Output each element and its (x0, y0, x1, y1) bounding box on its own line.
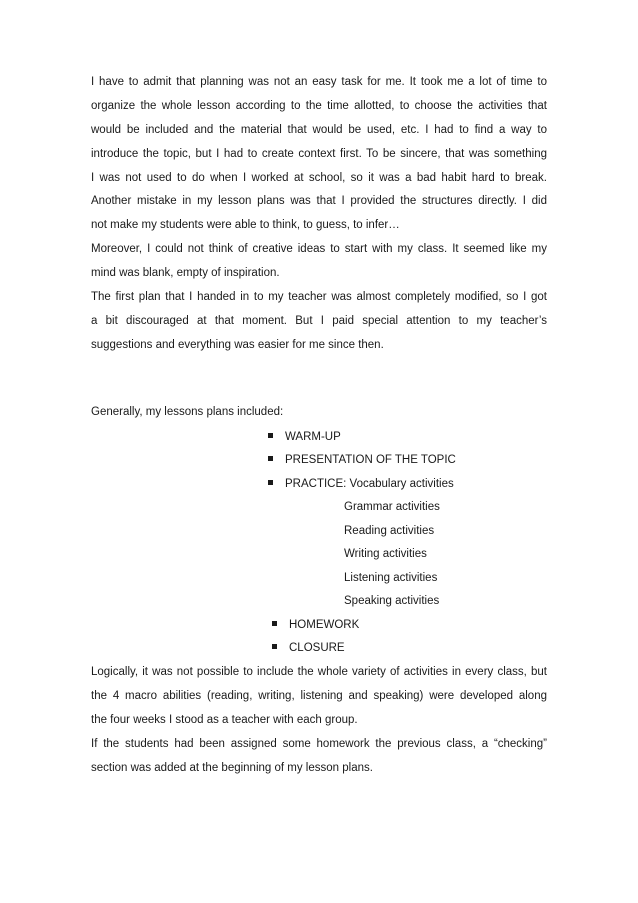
practice-sub-item: Grammar activities (344, 501, 440, 513)
square-bullet-icon (272, 621, 277, 626)
text-line: would be included and the material that would be used, etc. I had to find a way to (91, 123, 547, 136)
square-bullet-icon (268, 456, 273, 461)
text-line: a bit discouraged at that moment. But I paid special attention to my teacher’s (91, 314, 547, 327)
text-line: The first plan that I handed in to my teacher was almost completely modified, so I got (91, 291, 547, 304)
plans-intro (91, 401, 547, 425)
square-bullet-icon (272, 644, 277, 649)
practice-sub-item: Listening activities (344, 572, 438, 584)
practice-sub-item: Writing activities (344, 548, 427, 560)
text-line: organize the whole lesson according to the time allotted, to choose the activities that (91, 99, 547, 112)
list-item-closure (272, 637, 345, 660)
text-line: I have to admit that planning was not an easy task for me. It took me a lot of time to (91, 76, 547, 88)
list-item-label: PRESENTATION OF THE TOPIC (285, 454, 456, 466)
text-line: Another mistake in my lesson plans was that I provided the structures directly. I did (91, 195, 547, 208)
square-bullet-icon (268, 480, 273, 485)
list-item-label: WARM-UP (285, 431, 341, 443)
text-line: suggestions and everything was easier for me since then. (91, 338, 384, 351)
text-line: section was added at the beginning of my lesson plans. (91, 761, 373, 774)
text-line: mind was blank, empty of inspiration. (91, 267, 280, 280)
practice-sub-item: Reading activities (344, 525, 435, 537)
text-line: not make my students were able to think, to guess, to infer… (91, 219, 400, 232)
text-line: introduce the topic, but I had to create context first. To be sincere, that was something (91, 147, 547, 160)
practice-sub-item: Speaking activities (344, 595, 440, 607)
list-item-label: PRACTICE: Vocabulary activities (285, 478, 454, 490)
text-line: Moreover, I could not think of creative ideas to start with my class. It seemed like my (91, 243, 547, 256)
text-line: Generally, my lessons plans included: (91, 406, 284, 418)
text-line: I was not used to do when I worked at school, so it was a bad habit hard to break. (91, 171, 547, 184)
text-line: If the students had been assigned some homework the previous class, a “checking” (91, 737, 547, 750)
text-line: the four weeks I stood as a teacher with each group. (91, 713, 358, 726)
list-item-label: HOMEWORK (289, 619, 360, 631)
paragraph-activities (91, 661, 547, 780)
list-item-presentation (268, 449, 456, 472)
list-item-warmup (268, 426, 341, 449)
square-bullet-icon (268, 433, 273, 438)
text-line: the 4 macro abilities (reading, writing, listening and speaking) were developed along (91, 689, 547, 702)
paragraph-planning (91, 71, 547, 358)
list-item-label: CLOSURE (289, 642, 345, 654)
text-line: Logically, it was not possible to include the whole variety of activities in every class, but (91, 666, 547, 678)
list-item-homework (272, 614, 359, 637)
list-item-practice (268, 473, 454, 496)
